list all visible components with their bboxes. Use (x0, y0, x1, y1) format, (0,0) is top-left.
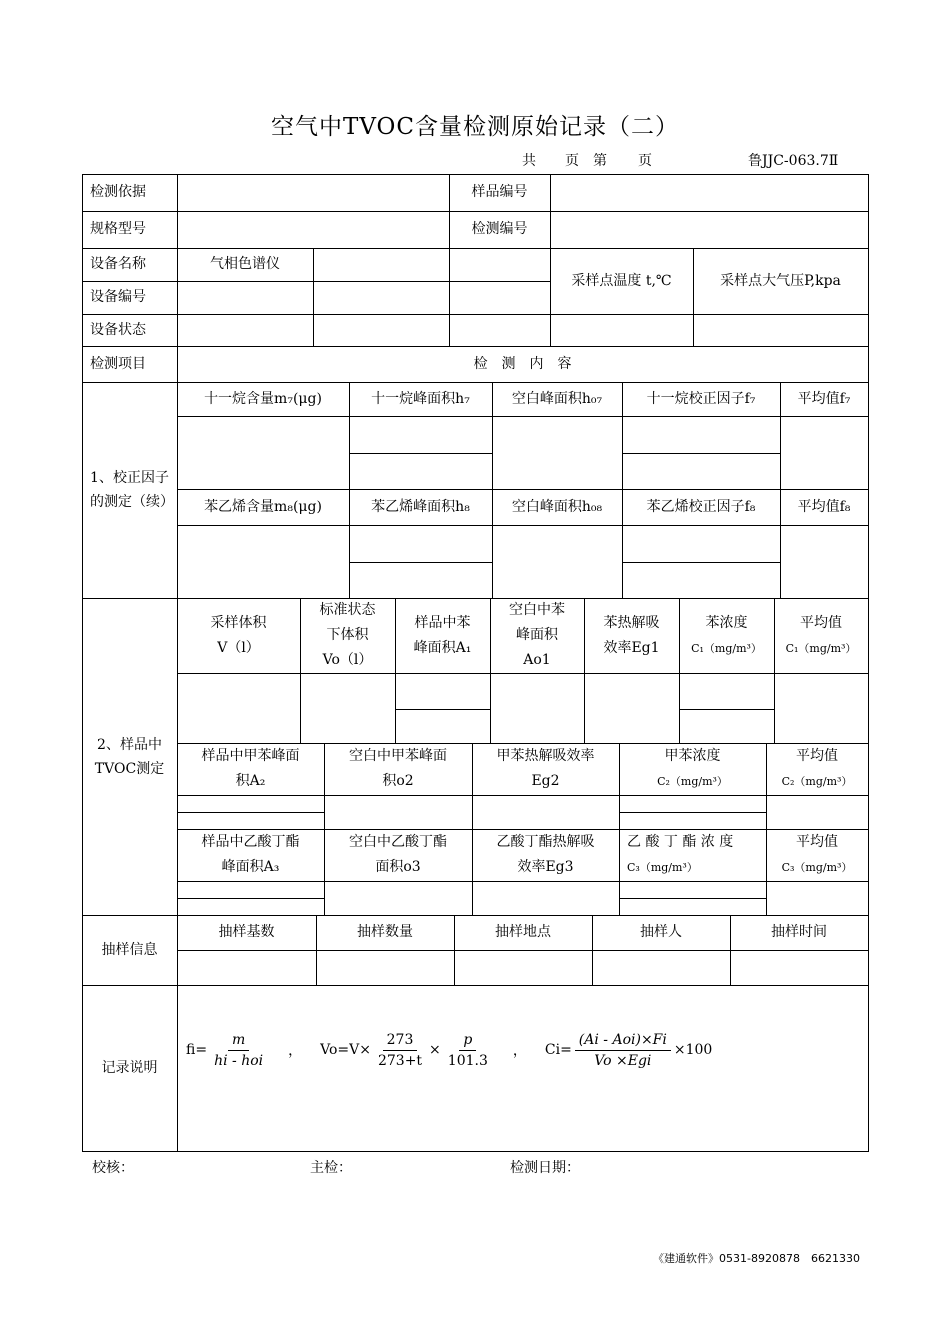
page-title: 空气中TVOC含量检测原始记录（二） (270, 114, 679, 140)
toluene-conc-header: 甲苯浓度 C₂（mg/m³） (657, 748, 728, 788)
blank-butyl-acetate-header: 空白中乙酸丁酯 面积o3 (349, 834, 447, 875)
sampling-label: 抽样信息 (101, 941, 158, 958)
table-rule (82, 1151, 869, 1152)
blank-benzene-header: 空白中苯 峰面积 Ao1 (509, 602, 565, 668)
butyl-acetate-conc-header: 乙 酸 丁 酯 浓 度 C₃（mg/m³） (627, 834, 734, 874)
basis-label: 检测依据 (90, 184, 146, 200)
undecane-factor-header: 十一烷校正因子f₇ (646, 390, 756, 407)
total-pages-label: 共 (522, 153, 536, 169)
sample-no-field[interactable] (550, 174, 868, 211)
content-heading: 检 测 内 容 (473, 355, 572, 372)
benzene-efficiency-header: 苯热解吸 效率Eg1 (603, 614, 660, 656)
blank-area-header-8: 空白峰面积h₀₈ (511, 498, 603, 515)
formula-fi: fi= $\frac{m}{\text{hi - hoi}}$ (186, 1031, 264, 1069)
styrene-factor-header: 苯乙烯校正因子f₈ (646, 498, 756, 515)
table-rule (177, 525, 869, 526)
page-label: 页 (638, 153, 652, 169)
device-name-value: 气相色谱仪 (210, 256, 280, 272)
pressure-label: 采样点大气压P,kpa (720, 272, 841, 289)
basis-field[interactable] (177, 174, 449, 211)
table-rule (619, 812, 767, 813)
table-rule (313, 248, 314, 347)
butyl-acetate-area-header: 样品中乙酸丁酯 峰面积A₃ (201, 834, 300, 875)
table-rule (868, 174, 869, 1152)
avg-c2-header: 平均值 C₂（mg/m³） (781, 748, 853, 788)
avg-f8-header: 平均值f₈ (797, 498, 851, 515)
sample-no-label: 样品编号 (471, 184, 528, 200)
table-rule (550, 314, 869, 315)
blank-toluene-header: 空白中甲苯峰面 积o2 (349, 748, 447, 789)
formula-block: fi= $\frac{m}{\text{hi - hoi}}$ ， Vo=V× $\frac{273}{273+t}$ × $\frac{p}{101.3}$ ， Ci= $\frac{\text{(Ai - Aoi)×Fi}}{\text{Vo ×Egi}}$ ×100 (186, 1031, 713, 1069)
table-rule (177, 881, 869, 882)
sampler-header: 抽样人 (640, 924, 682, 940)
chief-label: 主检： (310, 1160, 352, 1176)
avg-c1-header: 平均值 C₁（mg/m³） (785, 614, 857, 655)
avg-c3-header: 平均值 C₃（mg/m³） (781, 834, 853, 874)
table-rule (679, 709, 775, 710)
styrene-area-header: 苯乙烯峰面积h₈ (371, 498, 470, 515)
table-rule (619, 898, 767, 899)
formula-ci: Ci= $\frac{\text{(Ai - Aoi)×Fi}}{\text{Vo ×Egi}}$ ×100 (544, 1031, 713, 1069)
table-rule (177, 950, 869, 951)
date-label: 检测日期： (510, 1160, 580, 1176)
sampling-location-header: 抽样地点 (495, 924, 551, 940)
model-label: 规格型号 (90, 221, 146, 237)
check-label: 校核： (92, 1160, 134, 1176)
model-field[interactable] (177, 211, 449, 248)
sampling-quantity-header: 抽样数量 (357, 924, 413, 940)
section2-label: 2、样品中TVOC测定 (94, 736, 165, 777)
benzene-area-header: 样品中苯 峰面积A₁ (413, 614, 472, 656)
table-rule (349, 562, 493, 563)
device-status-label: 设备状态 (90, 321, 146, 338)
device-no-label: 设备编号 (90, 289, 146, 305)
table-rule (177, 812, 325, 813)
table-rule (349, 453, 493, 454)
test-no-field[interactable] (550, 211, 868, 248)
blank-area-header-7: 空白峰面积h₀₇ (511, 390, 603, 407)
undecane-mass-header: 十一烷含量m₇(μg) (204, 390, 322, 407)
temp-label: 采样点温度 t,℃ (571, 272, 672, 289)
item-label: 检测项目 (90, 355, 146, 372)
table-rule (622, 562, 781, 563)
toluene-area-header: 样品中甲苯峰面 积A₂ (201, 748, 300, 789)
table-rule (622, 453, 781, 454)
table-rule (177, 416, 869, 417)
notes-label: 记录说明 (101, 1059, 158, 1076)
table-rule (395, 709, 491, 710)
table-rule (177, 673, 869, 674)
table-rule (82, 985, 869, 986)
table-rule (177, 898, 325, 899)
sampling-base-header: 抽样基数 (218, 924, 275, 940)
formula-vo: Vo=V× $\frac{273}{273+t}$ × $\frac{p}{101.3}$ (320, 1031, 488, 1069)
form-code: 鲁JJC-063.7Ⅱ (748, 153, 839, 169)
butyl-acetate-efficiency-header: 乙酸丁酯热解吸 效率Eg3 (496, 834, 595, 875)
brand-text: 《建通软件》0531-8920878 6621330 (653, 1252, 860, 1265)
section1-label: 1、校正因子的测定（续） (90, 470, 174, 510)
test-no-label: 检测编号 (471, 221, 528, 237)
benzene-conc-header: 苯浓度 C₁（mg/m³） (691, 614, 762, 655)
page-of-label: 页第 (565, 153, 621, 169)
device-name-label: 设备名称 (90, 256, 146, 272)
sample-volume-header: 采样体积 V（l） (210, 614, 267, 656)
toluene-efficiency-header: 甲苯热解吸效率 Eg2 (496, 748, 595, 789)
undecane-area-header: 十一烷峰面积h₇ (371, 390, 470, 407)
styrene-mass-header: 苯乙烯含量m₈(μg) (204, 498, 322, 515)
std-volume-header: 标准状态 下体积 Vo（l） (319, 602, 376, 668)
sampling-time-header: 抽样时间 (771, 924, 827, 940)
avg-f7-header: 平均值f₇ (797, 390, 851, 407)
